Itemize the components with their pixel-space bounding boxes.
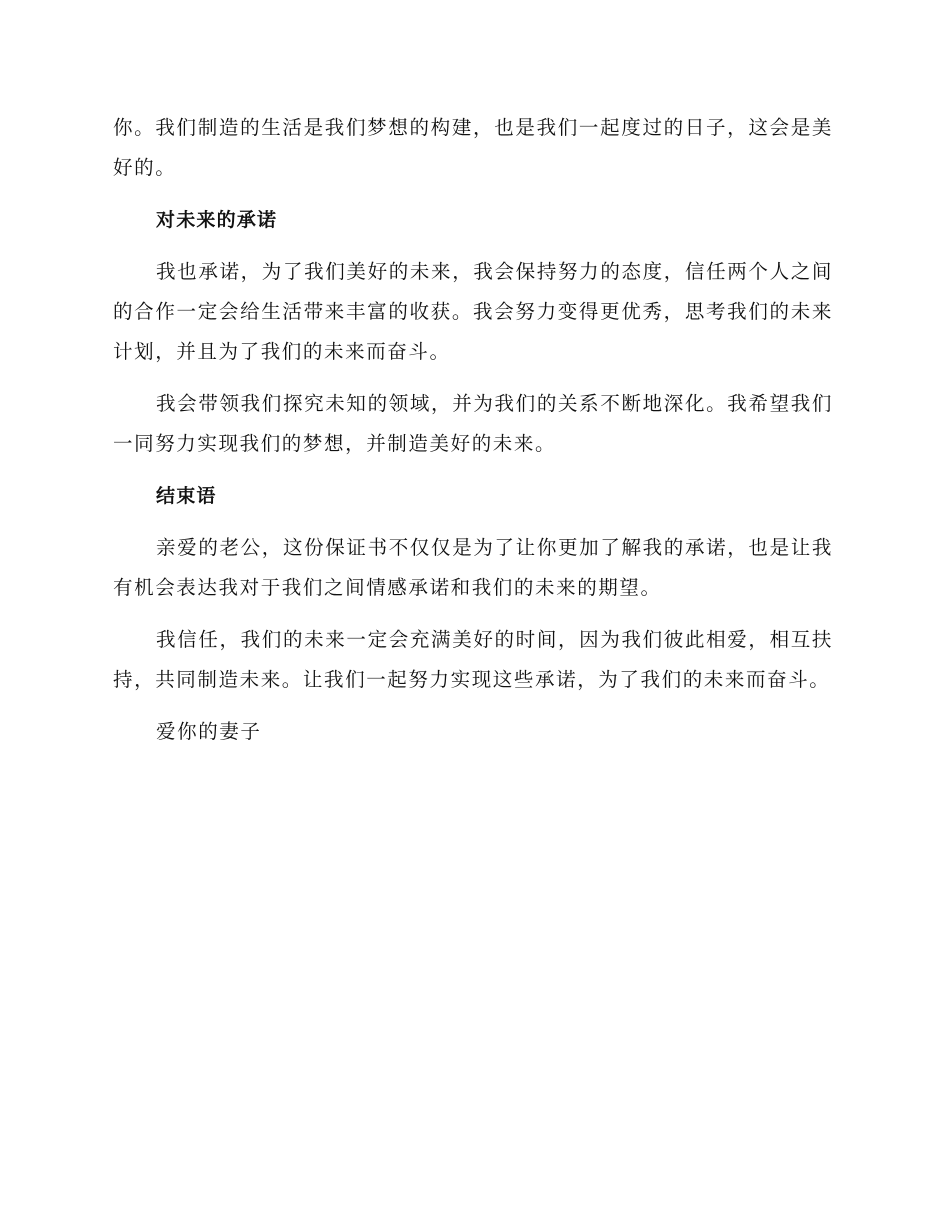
paragraph-promise-effort: 我也承诺，为了我们美好的未来，我会保持努力的态度，信任两个人之间的合作一定会给生活带来丰富的收获。我会努力变得更优秀，思考我们的未来计划，并且为了我们的未来而奋斗。 <box>113 260 833 363</box>
paragraph-spacer <box>113 188 833 200</box>
paragraph-spacer <box>113 700 833 712</box>
paragraph-spacer <box>113 516 833 528</box>
paragraph-conclusion-address: 亲爱的老公，这份保证书不仅仅是为了让你更加了解我的承诺，也是让我有机会表达我对于我们之间情感承诺和我们的未来的期望。 <box>113 536 833 599</box>
paragraph-continuation: 你。我们制造的生活是我们梦想的构建，也是我们一起度过的日子，这会是美好的。 <box>113 116 833 179</box>
paragraph-conclusion-trust: 我信任，我们的未来一定会充满美好的时间，因为我们彼此相爱，相互扶持，共同制造未来。让我们一起努力实现这些承诺，为了我们的未来而奋斗。 <box>113 628 833 691</box>
section-heading-future-promise: 对未来的承诺 <box>156 209 278 231</box>
paragraph-spacer <box>113 240 833 252</box>
paragraph-spacer <box>113 464 833 476</box>
section-heading-conclusion: 结束语 <box>156 485 217 507</box>
document-body <box>113 108 833 752</box>
paragraph-promise-explore: 我会带领我们探究未知的领域，并为我们的关系不断地深化。我希望我们一同努力实现我们的梦想，并制造美好的未来。 <box>113 392 833 455</box>
paragraph-spacer <box>113 372 833 384</box>
paragraph-spacer <box>113 608 833 620</box>
closing-signature: 爱你的妻子 <box>156 720 262 743</box>
